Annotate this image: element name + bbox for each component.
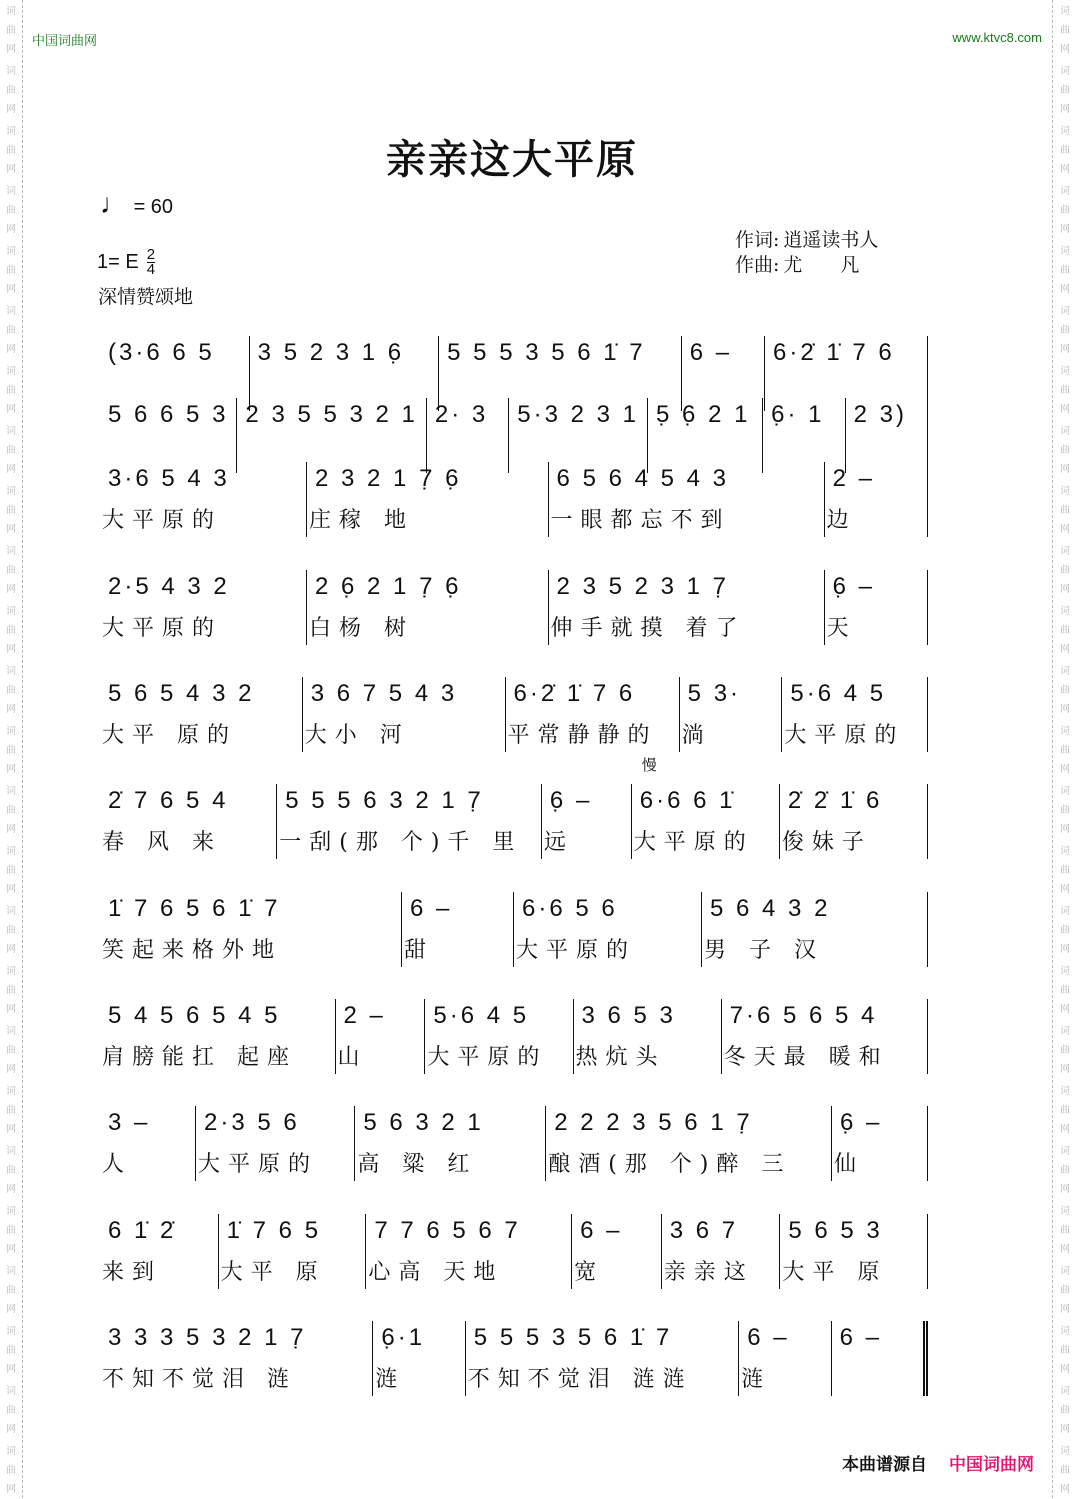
- measure-notes: 6·2̇ 1̇ 7 6: [773, 339, 895, 366]
- measure: [425, 999, 573, 1074]
- measure-notes: 3 6 7: [669, 1217, 739, 1244]
- watermark: 词 曲 网: [6, 786, 16, 835]
- measure-notes: 6̣ –: [839, 1109, 883, 1136]
- measure-lyrics: 大平 原的: [102, 723, 237, 748]
- measure-notes: 6̣ –: [832, 573, 876, 600]
- measure: [366, 1214, 572, 1289]
- measure-lyrics: 不知不觉泪 涟涟: [467, 1367, 693, 1392]
- measure-lyrics: 大平原的: [633, 830, 754, 855]
- tempo-value: = 60: [133, 196, 174, 218]
- measure: [506, 677, 680, 752]
- measure-lyrics: 大平原的: [516, 938, 637, 963]
- measure-notes: 5·3 2 3 1: [517, 401, 640, 428]
- watermark: 词 曲 网: [6, 846, 16, 895]
- watermark: 词 曲 网: [6, 1326, 16, 1375]
- lyricist: 逍遥读书人: [783, 229, 879, 251]
- watermark: 词 曲 网: [6, 966, 16, 1015]
- measure: [549, 462, 825, 537]
- measure-notes: 5 3·: [687, 680, 742, 707]
- measure-lyrics: 肩膀能扛 起座: [102, 1045, 297, 1070]
- measure: [782, 677, 928, 752]
- measure-notes: 6 –: [839, 1324, 882, 1351]
- measure-notes: 6 –: [580, 1217, 623, 1244]
- music-system: [102, 999, 928, 1074]
- watermark: 词 曲 网: [6, 906, 16, 955]
- measure: [402, 892, 514, 967]
- measure: [780, 1214, 928, 1289]
- watermark: 词 曲 网: [6, 306, 16, 355]
- measure-notes: 5 4 5 6 5 4 5: [108, 1002, 281, 1029]
- watermark: 词 曲 网: [1060, 1386, 1070, 1435]
- credits: [735, 228, 878, 278]
- watermark: 词 曲 网: [1060, 606, 1070, 655]
- measure-notes: 2·5 4 3 2: [108, 573, 230, 600]
- measure-notes: 2 3 5 2 3 1 7̣: [556, 573, 729, 600]
- measure-lyrics: 宽: [574, 1260, 605, 1285]
- measure: [303, 677, 506, 752]
- measure-notes: 6·2̇ 1̇ 7 6: [513, 680, 636, 707]
- measure-notes: 3 6 7 5 4 3: [310, 680, 458, 707]
- measure: [307, 570, 549, 645]
- right-margin-guide: [1052, 0, 1053, 1498]
- measure-notes: 2 3 2 1 7̣ 6̣: [315, 465, 462, 492]
- measure-notes: 1̇ 7 6 5: [226, 1217, 322, 1244]
- time-top: 2: [146, 246, 156, 263]
- measure-lyrics: 心高 天地: [368, 1260, 504, 1285]
- measure-lyrics: 庄稼 地: [309, 508, 414, 533]
- measure-lyrics: 大平 原: [782, 1260, 888, 1285]
- watermark: 词 曲 网: [1060, 966, 1070, 1015]
- measure: [662, 1214, 781, 1289]
- measure-notes: 2·3 5 6: [204, 1109, 300, 1136]
- watermark: 词 曲 网: [6, 486, 16, 535]
- measure-lyrics: 天: [826, 616, 857, 641]
- source-brand: 中国词曲网: [949, 1455, 1034, 1475]
- watermark: 词 曲 网: [6, 1266, 16, 1315]
- measure: [632, 756, 780, 859]
- measure-lyrics: 高 粱 红: [357, 1152, 478, 1177]
- measure-lyrics: 涟: [375, 1367, 406, 1392]
- measure-notes: 7·6 5 6 5 4: [729, 1002, 878, 1029]
- footer-source: [842, 1450, 1034, 1475]
- measure-notes: 5 6 4 3 2: [710, 895, 831, 922]
- measure-notes: 2 6̣ 2 1 7̣ 6̣: [315, 573, 462, 600]
- measure-lyrics: 俊妹子: [781, 830, 872, 855]
- measure: [542, 784, 632, 859]
- tempo-annotation: 慢: [641, 756, 657, 774]
- measure-lyrics: 淌: [681, 723, 712, 748]
- measure-notes: (3·6 6 5: [108, 339, 215, 366]
- measure: [739, 1321, 831, 1396]
- measure-notes: 3 –: [108, 1109, 151, 1136]
- measure-notes: 5 5 5 3 5 6 1̇ 7: [473, 1324, 673, 1351]
- measure-lyrics: 大小 河: [304, 723, 410, 748]
- music-system: [102, 570, 928, 645]
- measure-notes: 5 5 5 3 5 6 1̇ 7: [447, 339, 646, 366]
- measure: [680, 677, 783, 752]
- source-label: 本曲谱源自: [842, 1455, 927, 1475]
- watermark: 词 曲 网: [6, 606, 16, 655]
- measure-notes: 2 –: [832, 465, 876, 492]
- watermark: 词 曲 网: [6, 426, 16, 475]
- measure: [546, 1106, 832, 1181]
- watermark: 词 曲 网: [1060, 1446, 1070, 1495]
- measure-lyrics: 不知不觉泪 涟: [102, 1367, 297, 1392]
- measure-notes: 6̣ –: [549, 787, 593, 814]
- measure-notes: 6 –: [410, 895, 453, 922]
- measure-lyrics: 冬天最 暖和: [723, 1045, 889, 1070]
- watermark: 词 曲 网: [6, 726, 16, 775]
- measure: [102, 784, 277, 859]
- measure-lyrics: 笑起来格外地: [102, 938, 283, 963]
- measure-notes: 6 5 6 4 5 4 3: [556, 465, 729, 492]
- measure-notes: 2 –: [343, 1002, 386, 1029]
- measure-lyrics: 一眼都忘不到: [550, 508, 731, 533]
- music-system: [102, 756, 928, 859]
- music-system: [102, 1321, 928, 1396]
- watermark: 词 曲 网: [6, 366, 16, 415]
- watermark: 词 曲 网: [6, 1386, 16, 1435]
- measure-lyrics: 仙: [833, 1152, 864, 1177]
- measure-notes: 5 6 5 4 3 2: [108, 680, 255, 707]
- music-system: [102, 677, 928, 752]
- watermark: 词 曲 网: [1060, 6, 1070, 55]
- measure-lyrics: 大平原的: [784, 723, 905, 748]
- measure: [355, 1106, 546, 1181]
- measure-notes: 6 –: [747, 1324, 790, 1351]
- measure-notes: 5·6 4 5: [433, 1002, 530, 1029]
- watermark: 词 曲 网: [1060, 66, 1070, 115]
- measure-lyrics: 酿酒(那 个)醉 三: [548, 1152, 792, 1177]
- watermark: 词 曲 网: [1060, 246, 1070, 295]
- measure: [549, 570, 825, 645]
- measure: [102, 1321, 373, 1396]
- measure-lyrics: 热炕头: [575, 1045, 666, 1070]
- measure: [702, 892, 928, 967]
- measure-lyrics: 大平 原: [220, 1260, 326, 1285]
- music-system: [102, 892, 928, 967]
- measure-lyrics: 白杨 树: [309, 616, 414, 641]
- measure-notes: 2 2 2 3 5 6 1 7̣: [554, 1109, 753, 1136]
- measure-lyrics: 边: [826, 508, 857, 533]
- measure: [277, 784, 542, 859]
- watermark: 词 曲 网: [6, 6, 16, 55]
- watermark: 词 曲 网: [1060, 726, 1070, 775]
- measure-notes: 3 6 5 3: [581, 1002, 676, 1029]
- watermark: 词 曲 网: [6, 1446, 16, 1495]
- measure-lyrics: 春 风 来: [102, 830, 222, 855]
- watermark: 词 曲 网: [6, 1086, 16, 1135]
- measure-notes: 6 –: [689, 339, 733, 366]
- measure: [780, 784, 928, 859]
- tempo-marking: [100, 188, 173, 220]
- measure: [102, 1214, 219, 1289]
- watermark: 词 曲 网: [1060, 1146, 1070, 1195]
- measure-lyrics: 伸手就摸 着了: [550, 616, 746, 641]
- measure: [574, 999, 722, 1074]
- measure: [219, 1214, 367, 1289]
- measure-lyrics: 远: [543, 830, 574, 855]
- measure: [102, 892, 402, 967]
- key-label: 1= E: [97, 251, 139, 273]
- measure-notes: 7 7 6 5 6 7: [374, 1217, 521, 1244]
- measure-notes: 3·6 5 4 3: [108, 465, 230, 492]
- measure-notes: 6̣·1: [381, 1324, 426, 1351]
- measure-notes: 5·6 4 5: [790, 680, 887, 707]
- measure: [102, 677, 303, 752]
- watermark: 词 曲 网: [1060, 366, 1070, 415]
- measure-notes: 3 3 3 5 3 2 1 7̣: [108, 1324, 307, 1351]
- music-system: [102, 1106, 928, 1181]
- measure-lyrics: 来到: [102, 1260, 163, 1285]
- measure-notes: 5 6 6 5 3: [108, 401, 229, 428]
- measure-notes: 6·6 6 1̇: [639, 787, 736, 814]
- watermark: 词 曲 网: [6, 1026, 16, 1075]
- measure: [572, 1214, 662, 1289]
- measure: [102, 462, 307, 537]
- measure-notes: 5 6 3 2 1: [363, 1109, 484, 1136]
- measure-lyrics: 大平原的: [427, 1045, 548, 1070]
- watermark: 词 曲 网: [1060, 1206, 1070, 1255]
- watermark: 词 曲 网: [1060, 666, 1070, 715]
- measure-lyrics: 亲亲这: [663, 1260, 754, 1285]
- music-system: [102, 462, 928, 537]
- measure-notes: 6 1̇ 2̇: [108, 1217, 177, 1244]
- quarter-note-icon: ♩: [100, 188, 128, 219]
- site-url: www.ktvc8.com: [952, 30, 1042, 45]
- watermark: 词 曲 网: [6, 1146, 16, 1195]
- watermark: 词 曲 网: [1060, 186, 1070, 235]
- watermark: 词 曲 网: [1060, 1266, 1070, 1315]
- watermark: 词 曲 网: [6, 66, 16, 115]
- watermark: 词 曲 网: [6, 186, 16, 235]
- expression-marking: 深情赞颂地: [98, 286, 194, 308]
- measure-lyrics: [834, 1356, 915, 1396]
- measure-lyrics: 平常静静的: [507, 723, 658, 748]
- measure-notes: 3 5 2 3 1 6̣: [257, 339, 405, 366]
- measure-notes: 6·6 5 6: [522, 895, 618, 922]
- measure-lyrics: 男 子 汉: [704, 938, 824, 963]
- measure: [832, 1106, 928, 1181]
- watermark: 词 曲 网: [1060, 846, 1070, 895]
- measure-notes: 1̇ 7 6 5 6 1̇ 7: [108, 895, 281, 922]
- watermark: 词 曲 网: [1060, 1326, 1070, 1375]
- measure: [825, 462, 928, 537]
- watermark: 词 曲 网: [1060, 546, 1070, 595]
- watermark: 词 曲 网: [1060, 306, 1070, 355]
- measure-notes: 2 3): [853, 401, 907, 428]
- measure: [466, 1321, 739, 1396]
- music-system: [102, 1214, 928, 1289]
- measure: [832, 1321, 928, 1396]
- measure: [825, 570, 928, 645]
- measure: [722, 999, 928, 1074]
- key-signature: [97, 248, 155, 277]
- time-bottom: 4: [146, 261, 156, 278]
- measure: [336, 999, 426, 1074]
- measure: [196, 1106, 355, 1181]
- watermark: 词 曲 网: [6, 246, 16, 295]
- watermark: 词 曲 网: [1060, 426, 1070, 475]
- site-name-left: 中国词曲网: [32, 34, 98, 49]
- measure-lyrics: 大平原的: [198, 1152, 319, 1177]
- measure-notes: 2̇ 7 6 5 4: [108, 787, 229, 814]
- watermark: 词 曲 网: [6, 666, 16, 715]
- watermark: 词 曲 网: [1060, 1026, 1070, 1075]
- measure-lyrics: 涟: [741, 1367, 772, 1392]
- measure: [102, 570, 307, 645]
- measure-notes: 2· 3: [434, 401, 489, 428]
- watermark: 词 曲 网: [1060, 126, 1070, 175]
- lyricist-label: 作词:: [735, 229, 780, 251]
- measure: [307, 462, 549, 537]
- measure-notes: 5̣ 6̣ 2 1: [656, 401, 751, 428]
- measure: [373, 1321, 465, 1396]
- measure-notes: 5 5 5 6 3 2 1 7̣: [285, 787, 484, 814]
- song-title: 亲亲这大平原: [386, 136, 638, 183]
- measure-notes: 2 3 5 5 3 2 1: [245, 401, 418, 428]
- measure-notes: 6̣· 1: [771, 401, 825, 428]
- watermark: 词 曲 网: [6, 546, 16, 595]
- measure: [102, 1106, 196, 1181]
- measure-lyrics: 大平原的: [102, 508, 223, 533]
- watermark: 词 曲 网: [6, 1206, 16, 1255]
- composer-label: 作曲:: [735, 254, 780, 276]
- measure: [102, 999, 336, 1074]
- measure-lyrics: 甜: [404, 938, 435, 963]
- measure-notes: 2̇ 2̇ 1̇ 6: [787, 787, 883, 814]
- composer: 尤 凡: [783, 254, 860, 276]
- watermark: 词 曲 网: [1060, 906, 1070, 955]
- time-signature: [147, 248, 155, 277]
- measure-lyrics: 大平原的: [102, 616, 223, 641]
- watermark: 词 曲 网: [1060, 786, 1070, 835]
- watermark: 词 曲 网: [1060, 486, 1070, 535]
- watermark: 词 曲 网: [6, 126, 16, 175]
- measure: [514, 892, 702, 967]
- measure-notes: 5 6 5 3: [788, 1217, 883, 1244]
- measure-lyrics: 人: [102, 1152, 133, 1177]
- measure-lyrics: 一刮(那 个)千 里: [279, 830, 523, 855]
- watermark: 词 曲 网: [1060, 1086, 1070, 1135]
- left-margin-guide: [22, 0, 23, 1498]
- measure-lyrics: 山: [337, 1045, 368, 1070]
